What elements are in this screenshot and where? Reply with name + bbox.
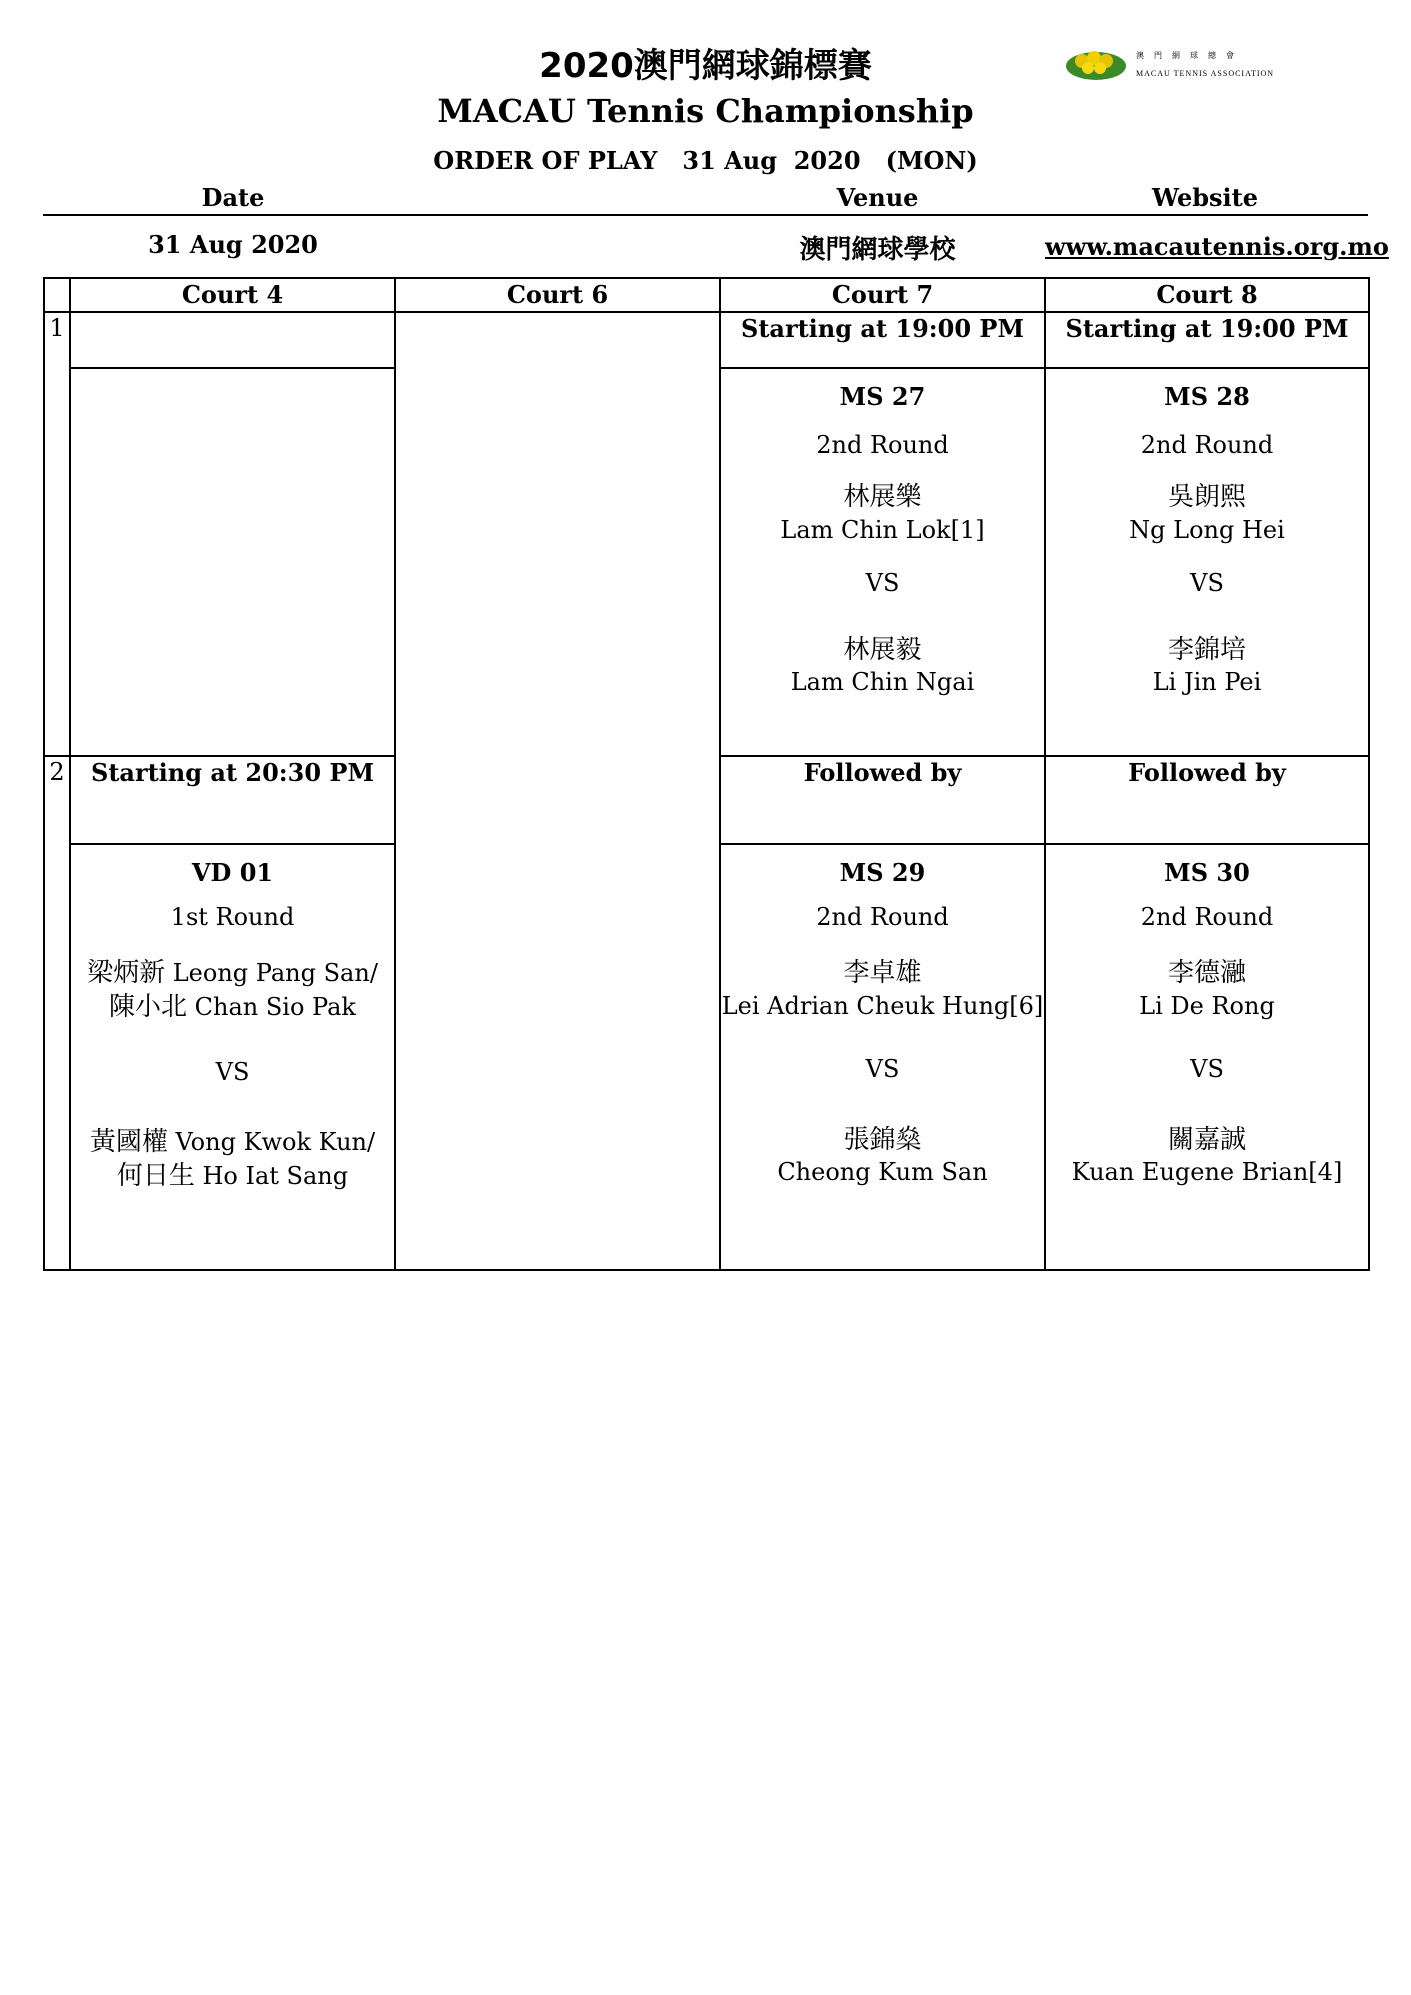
row-number: 1 xyxy=(44,312,70,756)
player-1-name-en: Li De Rong xyxy=(1139,992,1275,1021)
tennis-ball-logo-icon xyxy=(1064,48,1128,82)
team-2-player-2: 何日生 Ho Iat Sang xyxy=(116,1160,349,1191)
logo-text-cn: 澳門網球總會 xyxy=(1136,51,1244,60)
court-8-start-time: Starting at 19:00 PM xyxy=(1045,312,1369,368)
court-7-followed-by: Followed by xyxy=(720,756,1045,844)
court-7-start-time: Starting at 19:00 PM xyxy=(720,312,1045,368)
player-2-name-cn: 關嘉誠 xyxy=(1167,1124,1246,1155)
player-1-name-cn: 林展樂 xyxy=(843,482,922,513)
court-4-match-empty xyxy=(70,368,395,756)
header-divider xyxy=(43,214,1368,216)
match-round: 2nd Round xyxy=(1140,903,1274,932)
match-round: 2nd Round xyxy=(816,431,949,460)
date-value: 31 Aug 2020 xyxy=(148,230,318,259)
player-2-name-cn: 李錦培 xyxy=(1167,634,1246,665)
corner-cell xyxy=(44,278,70,312)
team-1-player-2: 陳小北 Chan Sio Pak xyxy=(109,992,356,1023)
website-link[interactable]: www.macautennis.org.mo xyxy=(1045,232,1389,261)
venue-value: 澳門網球學校 xyxy=(799,235,956,265)
player-1-name-en: Ng Long Hei xyxy=(1129,516,1285,545)
player-1-name-en: Lam Chin Lok[1] xyxy=(780,516,985,545)
match-cell-ms27 xyxy=(720,368,1045,756)
court-6-header: Court 6 xyxy=(395,278,720,312)
player-1-name-cn: 李德瀜 xyxy=(1167,958,1246,989)
row-number: 2 xyxy=(44,756,70,1270)
player-2-name-en: Lam Chin Ngai xyxy=(790,668,975,697)
match-cell-ms30 xyxy=(1045,844,1369,1270)
team-2-player-1: 黃國權 Vong Kwok Kun/ xyxy=(89,1127,376,1158)
association-logo xyxy=(1064,48,1314,82)
match-round: 1st Round xyxy=(170,903,295,932)
order-of-play-title: ORDER OF PLAY 31 Aug 2020 (MON) xyxy=(433,146,978,175)
logo-text-en: MACAU TENNIS ASSOCIATION xyxy=(1136,69,1275,78)
player-1-name-en: Lei Adrian Cheuk Hung[6] xyxy=(721,992,1044,1021)
match-code: VD 01 xyxy=(191,858,274,887)
match-code: MS 29 xyxy=(839,858,926,887)
versus-label: VS xyxy=(1190,1055,1224,1084)
court-4-start-time: Starting at 20:30 PM xyxy=(70,756,395,844)
court-header-row xyxy=(44,278,1369,312)
court-4-start-empty xyxy=(70,312,395,368)
court-8-followed-by: Followed by xyxy=(1045,756,1369,844)
website-label: Website xyxy=(1151,183,1259,212)
match-cell-vd01 xyxy=(70,844,395,1270)
match-round: 2nd Round xyxy=(1140,431,1274,460)
versus-label: VS xyxy=(865,569,900,598)
team-1-player-1: 梁炳新 Leong Pang San/ xyxy=(87,958,378,989)
player-2-name-cn: 林展毅 xyxy=(843,634,922,665)
versus-label: VS xyxy=(215,1057,250,1086)
player-2-name-en: Kuan Eugene Brian[4] xyxy=(1071,1158,1343,1187)
match-code: MS 28 xyxy=(1164,382,1250,411)
court-6-empty xyxy=(395,312,720,1270)
date-label: Date xyxy=(201,183,265,212)
venue-label: Venue xyxy=(836,183,919,212)
court-7-header: Court 7 xyxy=(720,278,1045,312)
page-title-en: MACAU Tennis Championship xyxy=(437,92,974,130)
player-1-name-cn: 吳朗熙 xyxy=(1167,482,1246,513)
player-1-name-cn: 李卓雄 xyxy=(843,958,922,989)
order-of-play-table xyxy=(43,277,1370,1271)
versus-label: VS xyxy=(865,1055,900,1084)
match-round: 2nd Round xyxy=(816,903,949,932)
page-title-cn: 2020澳門網球錦標賽 xyxy=(539,46,872,86)
court-4-header: Court 4 xyxy=(70,278,395,312)
match-cell-ms29 xyxy=(720,844,1045,1270)
versus-label: VS xyxy=(1190,569,1224,598)
match-code: MS 27 xyxy=(839,382,926,411)
court-8-header: Court 8 xyxy=(1045,278,1369,312)
match-code: MS 30 xyxy=(1164,858,1250,887)
player-2-name-cn: 張錦燊 xyxy=(843,1124,922,1155)
row-1-start-row xyxy=(44,312,1369,368)
match-cell-ms28 xyxy=(1045,368,1369,756)
player-2-name-en: Cheong Kum San xyxy=(777,1158,988,1187)
player-2-name-en: Li Jin Pei xyxy=(1152,668,1262,697)
